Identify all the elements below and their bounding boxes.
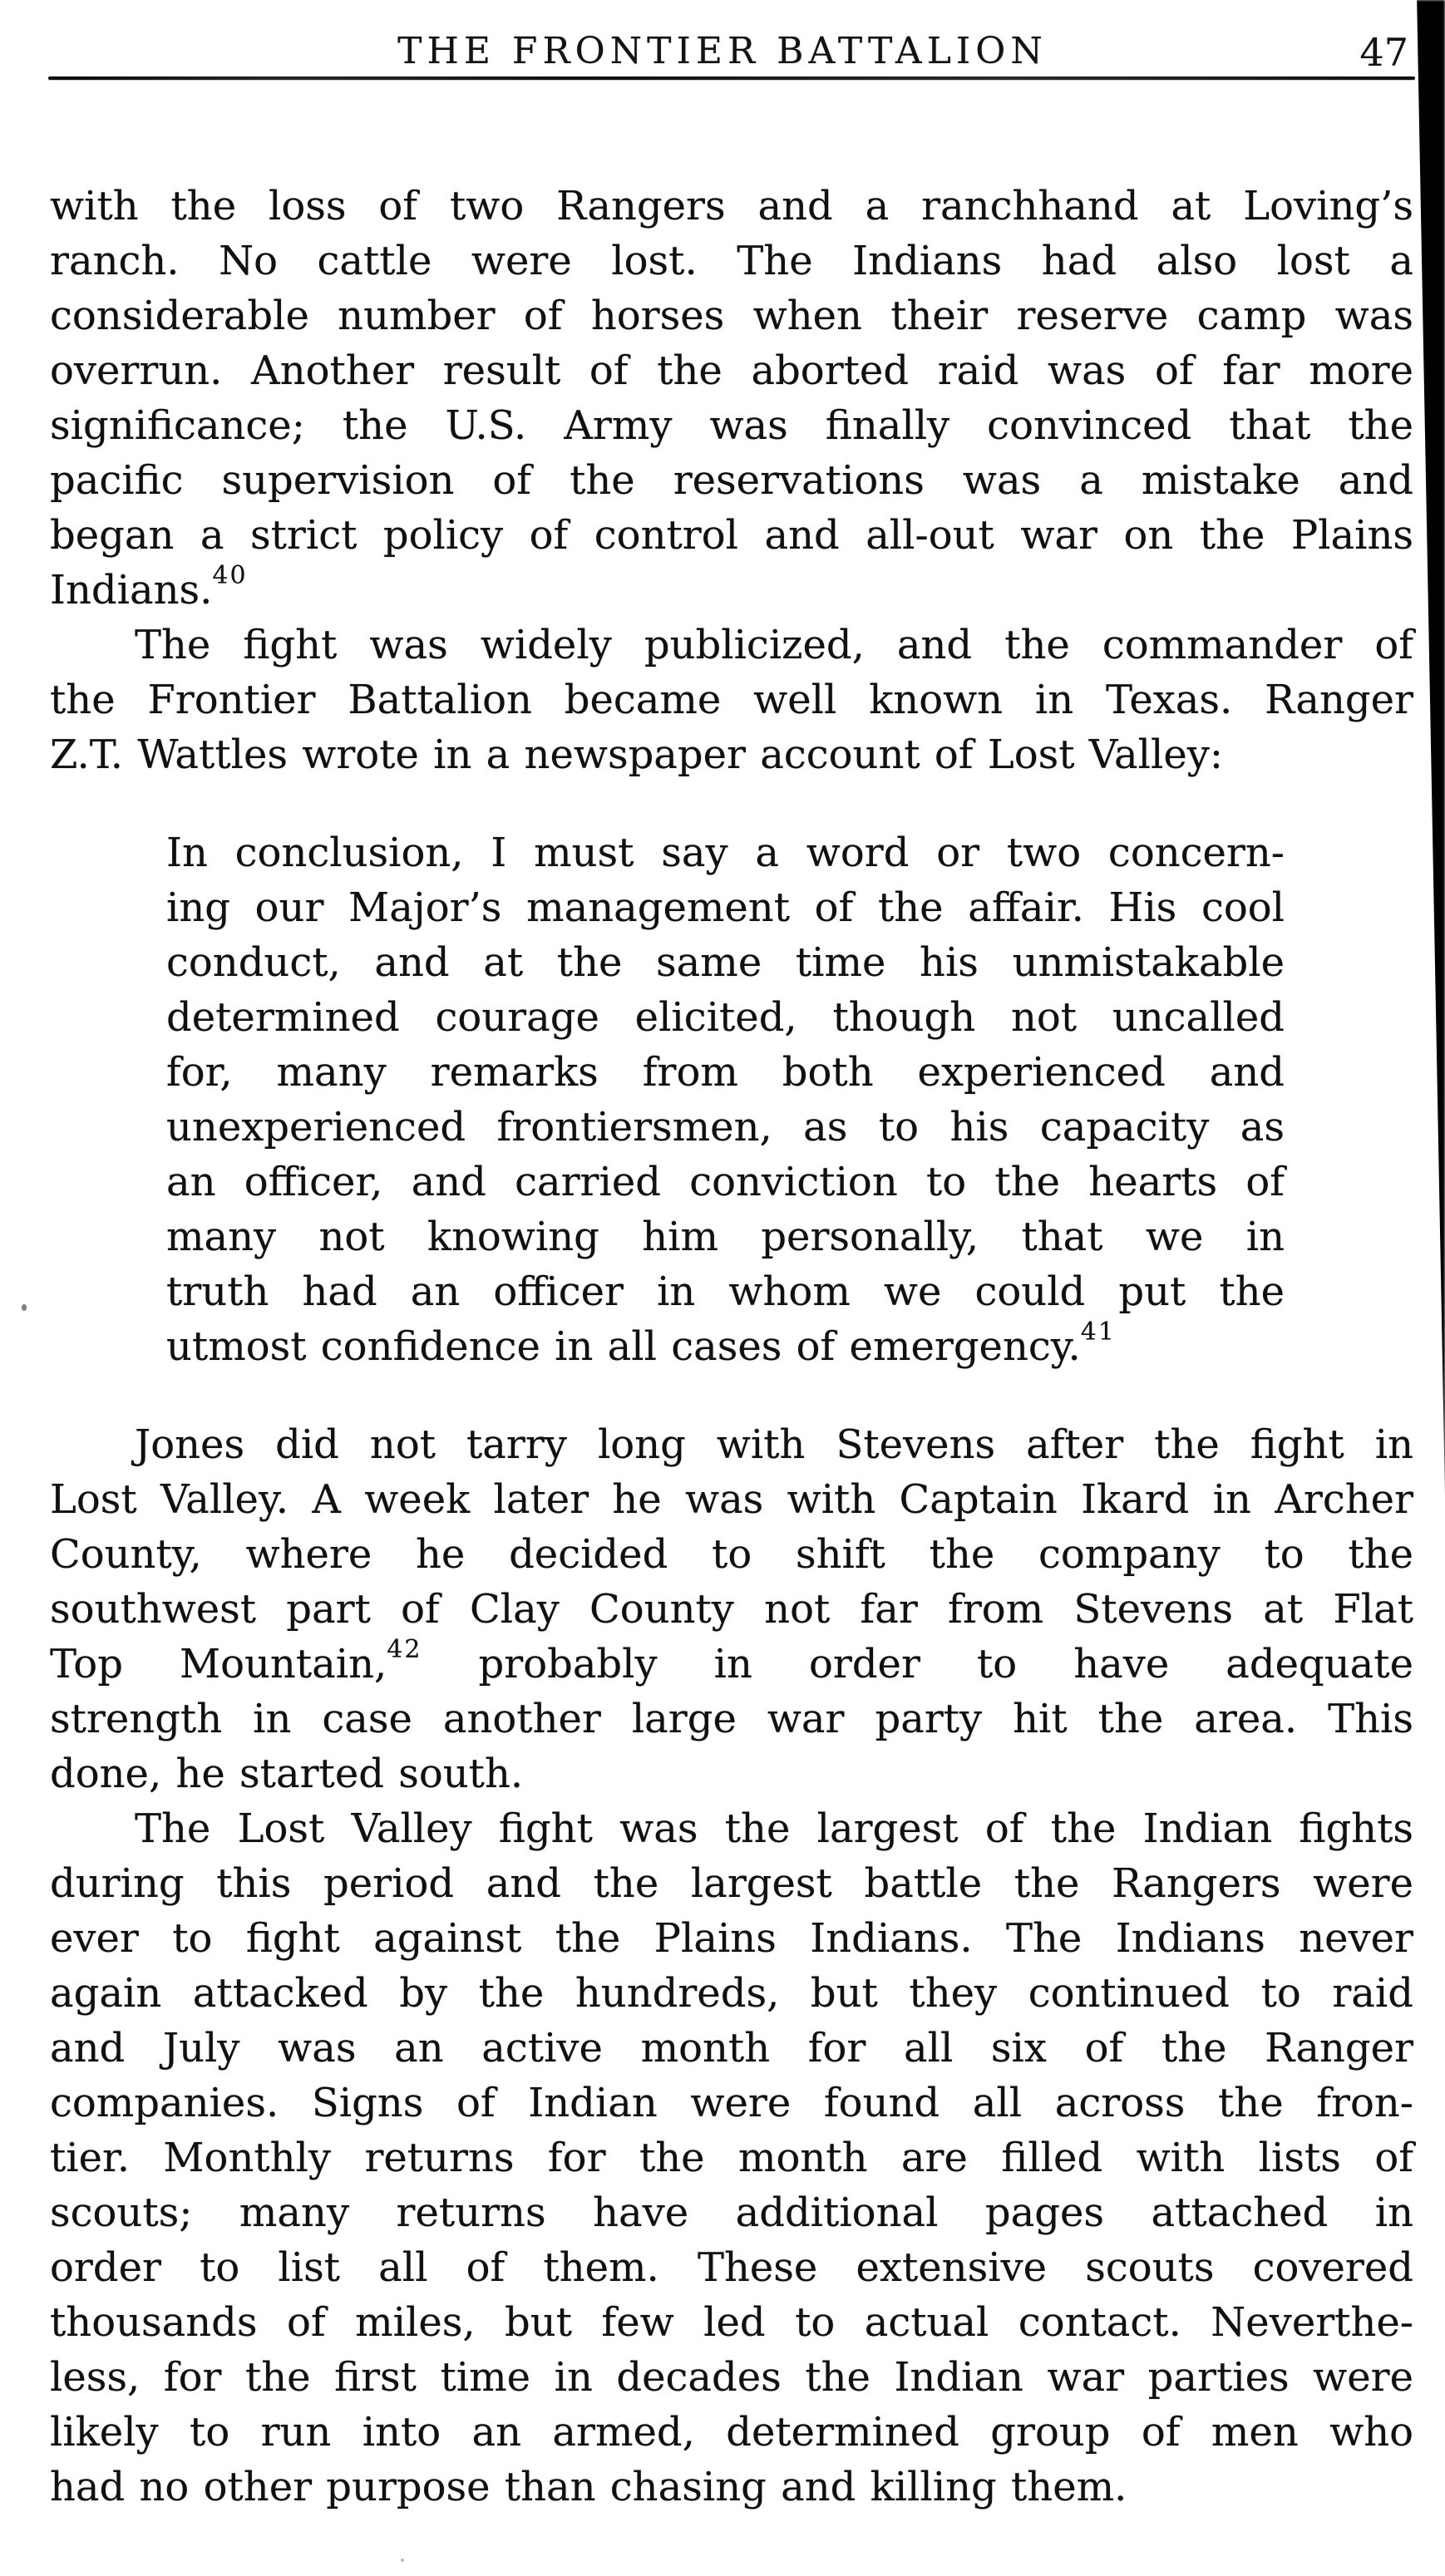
text-line: Jones did not tarry long with Stevens after the fight in (135, 1421, 1413, 1468)
text-line: ever to fight against the Plains Indians. The Indians never (50, 1915, 1413, 1962)
text-line: ranch. No cattle were lost. The Indians had also lost a (50, 238, 1413, 284)
text-line: County, where he decided to shift the company to the (50, 1531, 1413, 1578)
text-line: The Lost Valley fight was the largest of the Indian fights (135, 1805, 1413, 1852)
text-line: Z.T. Wattles wrote in a newspaper account of Lost Valley: (50, 731, 1224, 778)
text-line: an officer, and carried conviction to the hearts of (166, 1159, 1285, 1205)
text-line: likely to run into an armed, determined group of men who (50, 2409, 1413, 2455)
text-line: with the loss of two Rangers and a ranchhand at Loving’s (50, 183, 1413, 229)
text-line: Lost Valley. A week later he was with Captain Ikard in Archer (50, 1476, 1413, 1523)
text-line: overrun. Another result of the aborted raid was of far more (50, 347, 1413, 394)
header-rule (48, 76, 1415, 80)
text-line: conduct, and at the same time his unmistakable (166, 939, 1285, 986)
text-line: done, he started south. (50, 1751, 524, 1797)
text-line: significance; the U.S. Army was finally convinced that the (50, 402, 1413, 449)
text-line: scouts; many returns have additional pages attached in (50, 2189, 1413, 2236)
paragraph (50, 618, 1413, 782)
footnote-marker: 42 (387, 1635, 422, 1664)
text-line: began a strict policy of control and all-out war on the Plains (50, 512, 1413, 559)
page-header (0, 30, 1445, 80)
text-line: unexperienced frontiersmen, as to his capacity as (166, 1104, 1285, 1150)
text-line: Top Mountain,$^{42}$ probably in order to have adequate (50, 1635, 1413, 1687)
text-line: companies. Signs of Indian were found all across the fron- (50, 2080, 1413, 2126)
text-line: and July was an active month for all six of the Ranger (50, 2025, 1413, 2071)
scan-speck (22, 1304, 27, 1311)
paragraph (50, 179, 1413, 618)
page-title: THE FRONTIER BATTALION (397, 30, 1048, 72)
text-line: determined courage elicited, though not uncalled (166, 994, 1285, 1041)
text-line: for, many remarks from both experienced and (166, 1049, 1285, 1096)
text-line: tier. Monthly returns for the month are filled with lists of (50, 2135, 1413, 2181)
text-line: In conclusion, I must say a word or two concern- (166, 830, 1285, 876)
text-line: order to list all of them. These extensive scouts covered (50, 2244, 1413, 2291)
text-line: truth had an officer in whom we could put the (166, 1268, 1285, 1315)
page-number: 47 (1359, 30, 1408, 75)
text-line: strength in case another large war party hit the area. This (50, 1696, 1413, 1742)
scan-gutter-shadow (1415, 0, 1445, 1496)
text-line: many not knowing him personally, that we in (166, 1214, 1285, 1260)
text-line: during this period and the largest battle the Rangers were (50, 1860, 1413, 1907)
footnote-marker: 40 (212, 561, 248, 590)
scan-speck (401, 2559, 404, 2562)
text-line: utmost confidence in all cases of emergency.$^{41}$ (166, 1318, 1116, 1370)
text-line: had no other purpose than chasing and killing them. (50, 2464, 1127, 2510)
text-line: southwest part of Clay County not far from Stevens at Flat (50, 1586, 1413, 1633)
text-line: again attacked by the hundreds, but they continued to raid (50, 1970, 1413, 2017)
footnote-marker: 41 (1080, 1318, 1116, 1347)
text-line: considerable number of horses when their reserve camp was (50, 293, 1413, 339)
text-line: pacific supervision of the reservations was a mistake and (50, 457, 1413, 504)
text-line: less, for the first time in decades the Indian war parties were (50, 2354, 1413, 2401)
paragraph (50, 1801, 1413, 2514)
text-body (50, 179, 1413, 2514)
text-line: The fight was widely publicized, and the commander of (135, 622, 1413, 668)
text-line: ing our Major’s management of the affair. His cool (166, 884, 1285, 931)
text-line: thousands of miles, but few led to actual contact. Neverthe- (50, 2299, 1413, 2346)
text-line: Indians.$^{40}$ (50, 561, 248, 613)
text-line: the Frontier Battalion became well known in Texas. Ranger (50, 677, 1413, 723)
paragraph (50, 1417, 1413, 1801)
block-quote (166, 825, 1285, 1374)
